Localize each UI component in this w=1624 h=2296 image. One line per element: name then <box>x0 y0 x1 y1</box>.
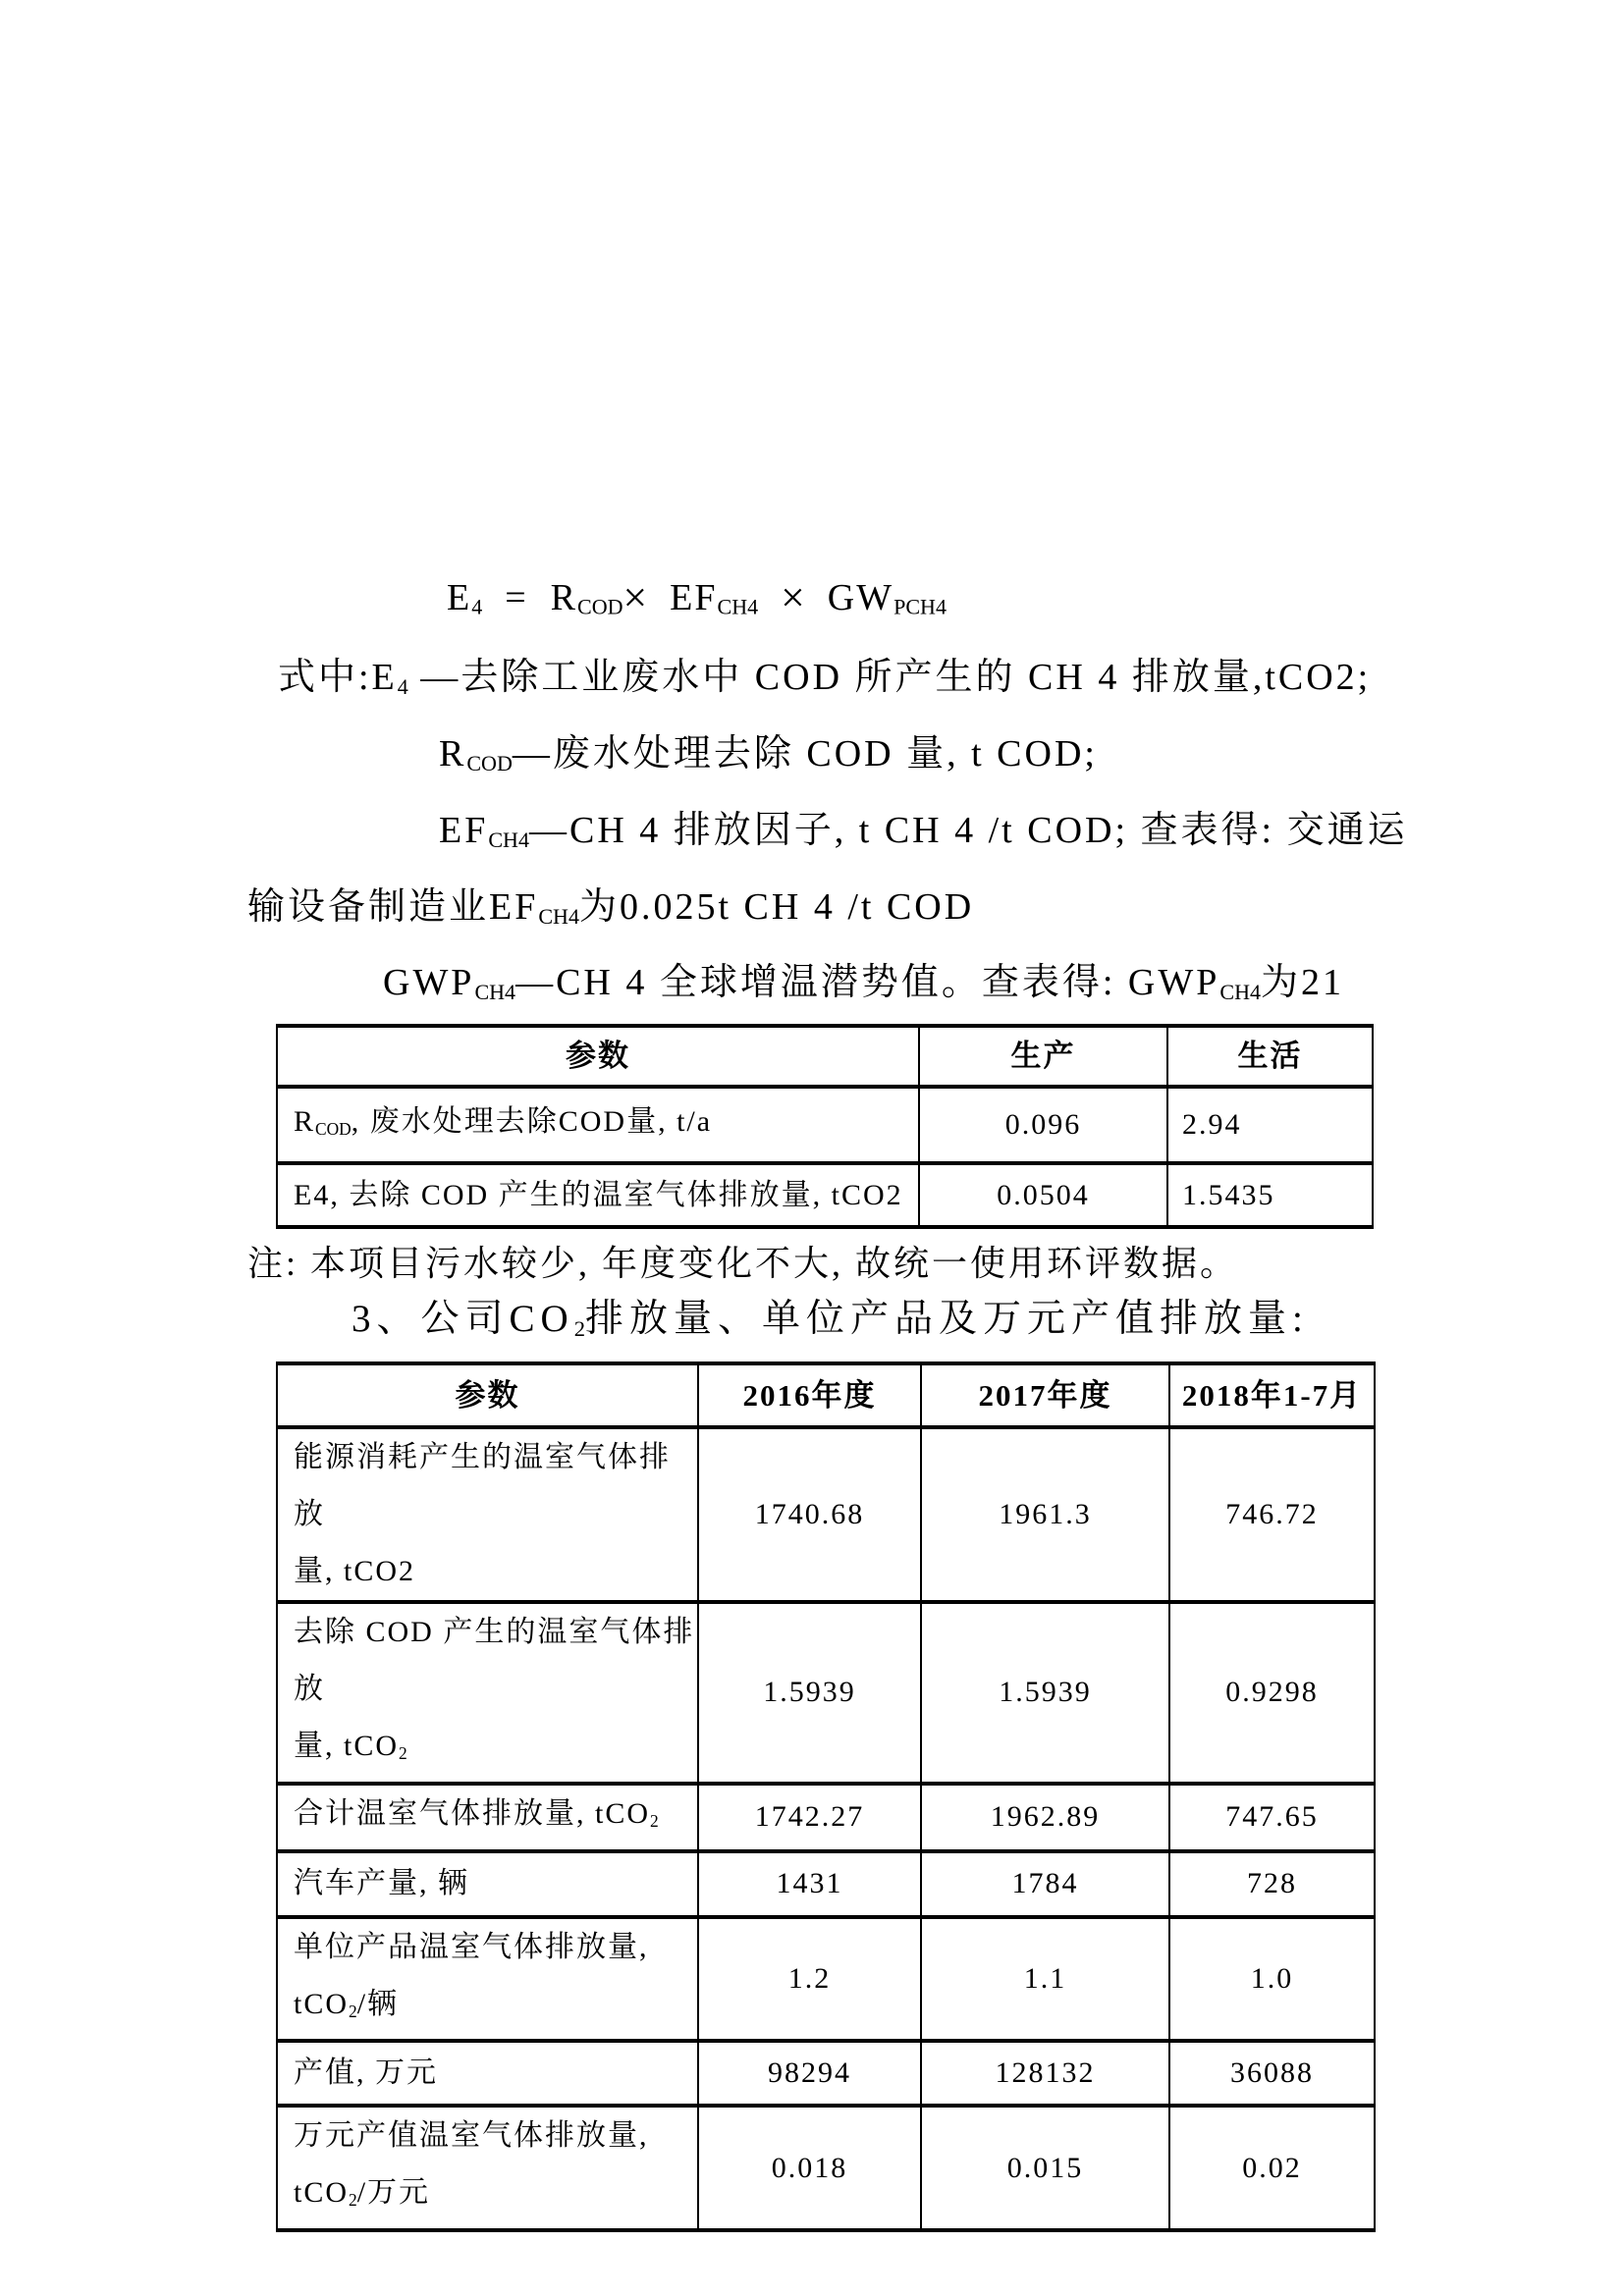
section-3-heading <box>352 1297 1309 1343</box>
value-cell: 1.5435 <box>1167 1163 1373 1227</box>
definition-gwpch4 <box>383 961 1344 1006</box>
value-cell: 1.5939 <box>698 1602 921 1784</box>
text-run: = R <box>482 576 578 618</box>
value-cell: 1961.3 <box>921 1427 1169 1602</box>
value-cell: 1742.27 <box>698 1784 921 1851</box>
column-header: 生产 <box>919 1026 1167 1087</box>
table-row <box>277 1851 1375 1917</box>
text-run: —CH 4 全球增温潜势值。查表得: GWP <box>515 962 1220 1003</box>
parameter-cell <box>277 2041 698 2106</box>
value-cell: 728 <box>1169 1851 1375 1917</box>
text-run: 量, tCO2 <box>294 1555 416 1587</box>
parameter-cell <box>277 1602 698 1784</box>
text-run: , 废水处理去除COD量, t/a <box>351 1104 713 1138</box>
value-cell: 1.5939 <box>921 1602 1169 1784</box>
text-run: 为21 <box>1261 962 1345 1003</box>
value-cell: 0.9298 <box>1169 1602 1375 1784</box>
column-header: 生活 <box>1167 1026 1373 1087</box>
definition-efch4-continued <box>247 885 974 931</box>
parameter-cell <box>277 1087 919 1163</box>
subscript-text: 2 <box>349 2190 357 2211</box>
subscript-text: 2 <box>399 1742 407 1763</box>
text-run: E4, 去除 COD 产生的温室气体排放量, tCO2 <box>294 1178 903 1211</box>
text-run: —去除工业废水中 COD 所产生的 CH 4 排放量,tCO2; <box>407 657 1372 698</box>
value-cell: 1962.89 <box>921 1784 1169 1851</box>
subscript-text: PCH4 <box>893 594 947 619</box>
text-run: 输设备制造业EF <box>247 886 539 928</box>
text-run: EF <box>647 576 718 618</box>
value-cell: 0.02 <box>1169 2106 1375 2230</box>
table-row <box>277 1087 1373 1163</box>
value-cell: 2.94 <box>1167 1087 1373 1163</box>
text-run: × <box>781 574 805 621</box>
subscript-text: COD <box>466 750 513 775</box>
parameter-cell <box>277 1427 698 1602</box>
text-run: —废水处理去除 COD 量, t COD; <box>512 733 1098 774</box>
text-run: 产值, 万元 <box>294 2056 438 2090</box>
value-cell: 747.65 <box>1169 1784 1375 1851</box>
text-run: R <box>439 733 467 774</box>
value-cell: 1.1 <box>921 1917 1169 2042</box>
text-run: 万元产值温室气体排放量, <box>294 2119 649 2153</box>
cod-removal-table <box>276 1024 1374 1229</box>
table-row <box>277 2106 1375 2230</box>
value-cell: 1.0 <box>1169 1917 1375 2042</box>
text-run: GWP <box>383 962 475 1003</box>
value-cell: 36088 <box>1169 2041 1375 2106</box>
parameter-cell <box>277 1163 919 1227</box>
text-run: EF <box>439 810 489 851</box>
text-run: 汽车产量, 辆 <box>294 1867 469 1900</box>
value-cell: 1.2 <box>698 1917 921 2042</box>
text-run: —CH 4 排放因子, t CH 4 /t COD; 查表得: 交通运 <box>528 810 1408 851</box>
subscript-text: CH4 <box>538 903 579 929</box>
column-header: 2017年度 <box>921 1363 1169 1427</box>
text-run: tCO <box>294 1987 350 2020</box>
table-row <box>277 1917 1375 2042</box>
table-row <box>277 1784 1375 1851</box>
table-note: 注: 本项目污水较少, 年度变化不大, 故统一使用环评数据。 <box>247 1244 1239 1283</box>
text-run <box>758 577 781 618</box>
text-run: 排放量、单位产品及万元产值排放量: <box>585 1298 1309 1340</box>
text-run: 单位产品温室气体排放量, <box>294 1930 649 1963</box>
subscript-text: CH4 <box>717 594 759 619</box>
table-row <box>277 1427 1375 1602</box>
value-cell: 746.72 <box>1169 1427 1375 1602</box>
parameter-cell <box>277 1784 698 1851</box>
subscript-text: CH4 <box>1219 979 1261 1004</box>
column-header: 参数 <box>277 1363 698 1427</box>
text-run: 3、公司CO <box>352 1298 574 1340</box>
text-run: tCO <box>294 2176 350 2210</box>
subscript-text: 4 <box>471 594 483 619</box>
text-run: /辆 <box>356 1987 400 2020</box>
subscript-text: COD <box>577 594 623 619</box>
subscript-text: COD <box>315 1118 352 1139</box>
definition-e4 <box>278 656 1371 701</box>
text-run: 量, tCO <box>294 1730 400 1762</box>
subscript-text: 2 <box>573 1315 585 1341</box>
subscript-text: 2 <box>349 2001 357 2021</box>
table-row <box>277 1602 1375 1784</box>
value-cell: 128132 <box>921 2041 1169 2106</box>
text-run: 合计温室气体排放量, tCO <box>294 1796 651 1830</box>
subscript-text: 2 <box>650 1810 659 1831</box>
parameter-cell <box>277 2106 698 2230</box>
header-row <box>277 1026 1373 1087</box>
text-run: E <box>447 576 472 618</box>
value-cell: 0.096 <box>919 1087 1167 1163</box>
text-run: 去除 COD 产生的温室气体排放 <box>294 1616 695 1705</box>
header-row <box>277 1363 1375 1427</box>
parameter-cell <box>277 1851 698 1917</box>
table-row <box>277 2041 1375 2106</box>
value-cell: 1784 <box>921 1851 1169 1917</box>
value-cell: 0.018 <box>698 2106 921 2230</box>
value-cell: 0.015 <box>921 2106 1169 2230</box>
column-header: 2018年1-7月 <box>1169 1363 1375 1427</box>
parameter-cell <box>277 1917 698 2042</box>
text-run: 能源消耗产生的温室气体排放 <box>294 1441 671 1530</box>
text-run: 式中:E <box>278 657 398 698</box>
text-run: GW <box>804 576 894 618</box>
text-run: × <box>623 574 648 621</box>
text-run: /万元 <box>356 2176 431 2210</box>
definition-efch4 <box>439 809 1408 854</box>
co2-emissions-table <box>276 1362 1376 2232</box>
subscript-text: 4 <box>397 673 408 699</box>
column-header: 参数 <box>277 1026 919 1087</box>
column-header: 2016年度 <box>698 1363 921 1427</box>
text-run: R <box>294 1104 316 1138</box>
value-cell: 98294 <box>698 2041 921 2106</box>
subscript-text: CH4 <box>488 827 529 852</box>
definition-rcod <box>439 732 1098 777</box>
subscript-text: CH4 <box>474 979 516 1004</box>
value-cell: 1431 <box>698 1851 921 1917</box>
text-run: 为0.025t CH 4 /t COD <box>578 886 975 928</box>
value-cell: 1740.68 <box>698 1427 921 1602</box>
value-cell: 0.0504 <box>919 1163 1167 1227</box>
ch4-emission-formula <box>447 572 947 623</box>
table-row <box>277 1163 1373 1227</box>
